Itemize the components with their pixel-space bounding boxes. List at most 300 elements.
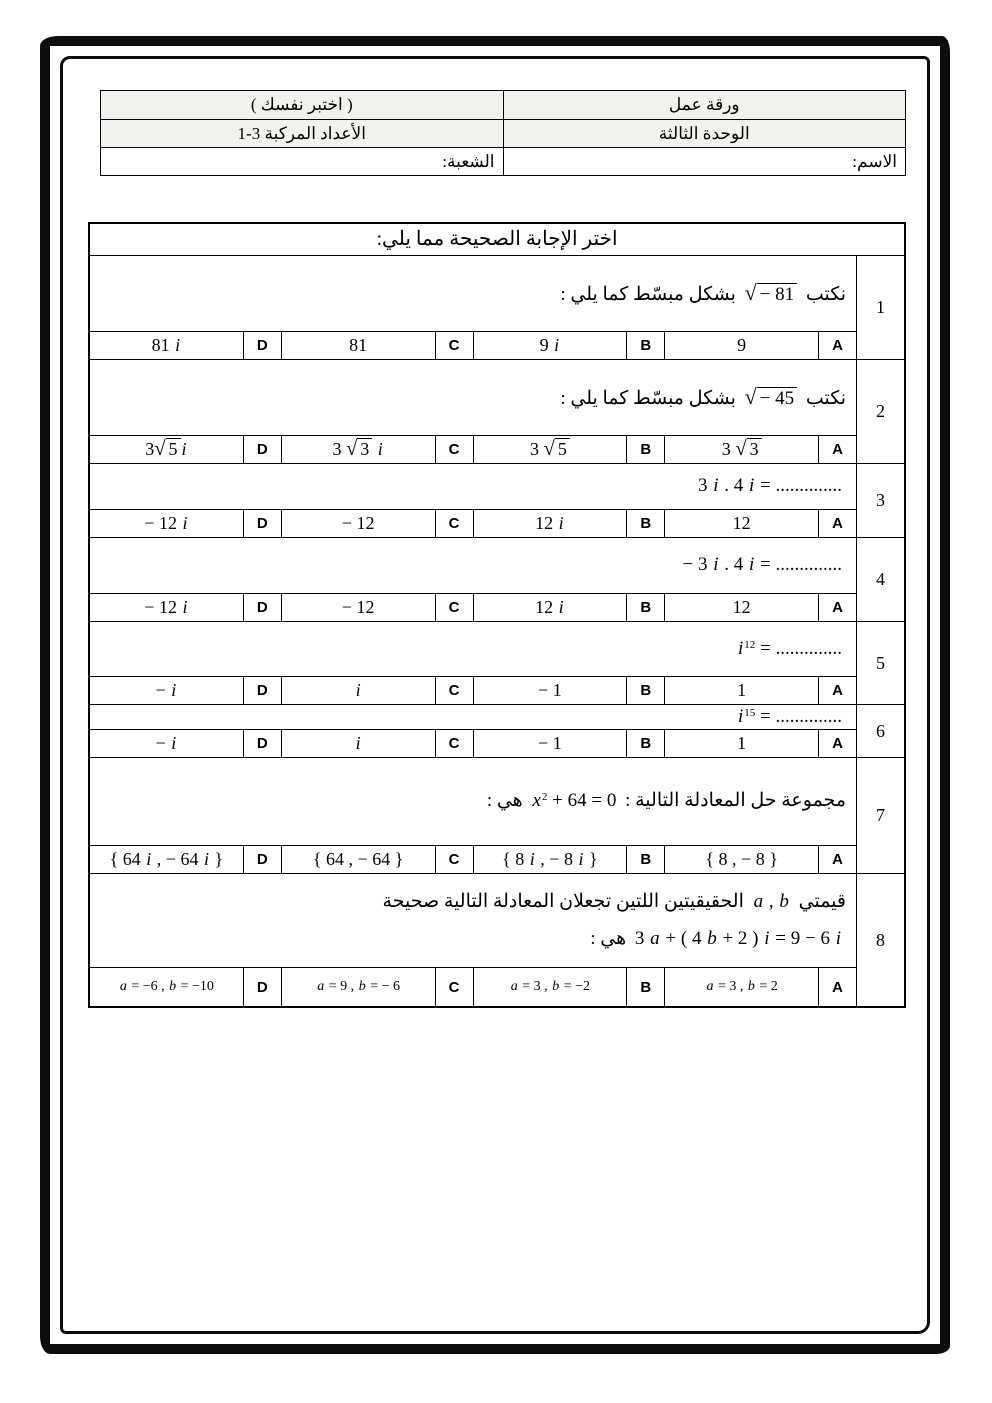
math-token: − 12 [341,597,375,617]
question-block [90,255,904,359]
math-expression [349,335,367,356]
sqrt-expression [346,439,372,459]
question-number: 5 [856,622,904,704]
header-row-3 [101,147,905,175]
math-token: { 8 [502,849,529,869]
math-expression [538,680,562,701]
option-label: C [435,846,473,873]
options-row [90,332,856,359]
question-block [90,621,904,704]
question-text [100,468,846,504]
math-expression [119,979,214,995]
radicand [757,387,797,409]
math-token: − 81 [759,283,795,305]
option-label: A [818,846,856,873]
radicand [747,438,762,459]
header-lesson-label: الأعداد المركبة 3-1 [101,120,503,147]
question-text [100,377,846,419]
math-token: b [169,979,177,994]
option-value [281,846,435,873]
option-label: A [818,594,856,621]
math-text [635,928,842,949]
option-label: B [626,846,664,873]
option-value [664,846,818,873]
question-main [90,360,856,463]
math-expression [502,849,597,870]
math-text [145,439,154,459]
math-expression [156,733,178,754]
math-token: 3 [145,439,155,459]
radicand [357,438,372,459]
math-expression [531,790,616,811]
math-text [156,680,178,700]
option-label: C [435,332,473,359]
question-text-row [90,758,856,846]
math-superscript: 15 [744,706,756,719]
option-value [473,730,627,757]
radicand [555,438,570,459]
math-expression [737,733,746,754]
math-expression [342,597,375,618]
math-text [156,733,178,753]
option-value [281,436,435,463]
math-token: b [552,979,560,994]
option-label: A [818,730,856,757]
math-expression [683,554,843,575]
math-text [313,849,403,869]
math-token: = −10 [177,979,214,994]
math-token: i [182,597,188,617]
option-value [281,594,435,621]
math-token: a [510,979,518,994]
math-expression [110,849,223,870]
math-expression [156,680,178,701]
option-label: C [435,968,473,1006]
math-token: i [749,554,755,576]
math-token: i [171,733,177,753]
math-token: = .............. [755,705,842,727]
math-expression [316,979,400,995]
option-label: A [818,510,856,537]
math-token: = .............. [755,475,842,497]
math-token: i [355,680,361,700]
option-value [90,730,243,757]
math-token: a [317,979,325,994]
question-block [90,537,904,621]
options-row [90,968,856,1006]
option-value [90,968,243,1006]
header-row-2 [101,119,905,147]
question-number: 3 [856,464,904,537]
header-row-1 [101,91,905,119]
option-value [473,510,627,537]
option-label: D [243,594,281,621]
sqrt-expression [744,280,797,305]
math-token: 5 [168,439,178,459]
option-label: B [626,510,664,537]
option-value [281,730,435,757]
arabic-text: الحقيقيتين اللتين تجعلان المعادلة التالية صحيحة [382,891,749,913]
math-token: 3 [529,439,544,459]
math-token: = .............. [755,554,842,576]
math-token: − 12 [341,513,375,533]
option-value [90,510,243,537]
math-token: } [584,849,598,869]
arabic-text: نكتب [801,387,846,409]
math-token: a [753,891,764,913]
math-token: i [558,513,564,533]
sqrt-expression [735,439,761,459]
option-label: D [243,677,281,704]
math-expression [737,335,746,356]
question-text-row [90,622,856,677]
option-value [281,968,435,1006]
option-label: C [435,510,473,537]
math-text [502,849,597,869]
math-text [110,849,223,869]
math-token: = 9 , [325,979,358,994]
math-token: i [146,849,152,869]
radical-sign: √ [744,384,757,409]
option-label: C [435,677,473,704]
option-label: A [818,436,856,463]
math-expression [753,891,790,912]
option-value [90,436,243,463]
math-text [535,513,565,533]
option-value [473,332,627,359]
radical-sign: √ [735,438,747,460]
question-text-row [90,464,856,510]
math-text [538,733,562,753]
question-text-row [90,360,856,436]
options-row [90,510,856,537]
math-token: 9 [737,335,747,355]
math-text [540,335,561,355]
math-token: , − 8 [535,849,578,869]
math-token: 12 [732,597,751,617]
option-label: C [435,436,473,463]
option-value [90,594,243,621]
radical-sign: √ [345,438,358,460]
arabic-text: نكتب [801,283,846,305]
radical-sign: √ [744,280,757,305]
option-label: D [243,846,281,873]
math-token: i [377,439,383,459]
math-token: − 12 [144,597,182,617]
math-token: 81 [349,335,368,355]
math-token: 3 [697,475,713,497]
math-token: } [209,849,224,869]
math-expression [733,597,751,618]
math-token: a [119,979,127,994]
math-text [119,979,214,994]
math-token: x [532,790,541,812]
math-text [530,439,544,459]
math-token: 1 [737,733,747,753]
option-label: B [626,332,664,359]
math-token: − [155,680,171,700]
option-label: C [435,730,473,757]
math-token: b [747,979,755,994]
options-row [90,846,856,873]
question-number: 2 [856,360,904,463]
math-text [547,790,616,811]
options-row [90,436,856,463]
question-main [90,464,856,537]
sqrt-expression [744,384,797,409]
math-token: { 64 [109,849,146,869]
math-token: a [650,927,660,949]
radicand [757,283,797,305]
math-expression [535,513,565,534]
math-text [355,680,362,700]
option-value [664,594,818,621]
math-text [144,597,188,617]
question-block [90,873,904,1006]
math-token: i [355,733,361,753]
question-main [90,705,856,757]
math-token: i [578,849,584,869]
question-text-row [90,538,856,594]
question-text-row [90,874,856,968]
math-expression [744,280,797,305]
question-main [90,758,856,873]
arabic-text: بشكل مبسّط كما يلي : [560,387,741,409]
math-text [755,638,842,659]
math-token: i [764,927,770,949]
math-token: 5 [557,439,567,459]
arabic-text: هي : [486,790,528,812]
math-expression [342,513,375,534]
option-value [473,594,627,621]
math-text [342,513,375,533]
math-text [181,439,188,459]
math-token: , [764,891,779,913]
math-text [342,597,375,617]
math-token: { 8 , − 8 } [705,849,778,869]
option-label: A [818,332,856,359]
math-token: i [175,335,181,355]
option-label: B [626,730,664,757]
question-block [90,359,904,463]
math-token: 12 [535,513,558,533]
math-token: . 4 [719,475,748,497]
math-expression [540,335,561,356]
math-token: 3 [721,439,736,459]
math-superscript: 12 [744,638,756,651]
option-label: D [243,510,281,537]
math-token: = 3 , [518,979,552,994]
math-text [737,733,746,753]
math-token: 81 [151,335,175,355]
math-token: { 64 , − 64 } [312,849,404,869]
math-token: , − 64 [152,849,203,869]
math-expression [313,849,403,870]
question-block [90,704,904,757]
math-token: i [713,475,719,497]
math-text [510,979,590,994]
math-text [737,335,746,355]
option-label: D [243,730,281,757]
math-text [722,439,736,459]
math-token: = −6 , [127,979,169,994]
math-token: i [554,335,560,355]
math-token: − 12 [144,513,182,533]
math-token: i [558,597,564,617]
math-token: − 1 [538,733,562,753]
arabic-text: قيمتي [793,891,846,913]
math-token: 12 [535,597,558,617]
math-expression [705,849,777,870]
question-number: 4 [856,538,904,621]
math-text [683,554,843,575]
option-label: A [818,677,856,704]
question-text-row [90,705,856,730]
math-expression [145,438,187,461]
math-text [316,979,400,994]
math-expression [737,680,746,701]
option-label: B [626,968,664,1006]
question-text-row [90,256,856,332]
math-token: − [155,733,171,753]
math-token: 3 [749,439,759,459]
math-token: = −2 [560,979,590,994]
math-token: b [779,891,789,913]
math-token: = .............. [755,637,842,659]
option-label: B [626,436,664,463]
arabic-text: هي : [590,927,631,949]
option-value [473,968,627,1006]
math-token: i [181,439,187,459]
question-main [90,538,856,621]
math-text [705,849,777,869]
math-expression [144,597,188,618]
math-expression [144,513,188,534]
math-expression [722,438,762,461]
math-token: + 64 = 0 [547,790,617,812]
math-token: b [707,927,717,949]
option-label: D [243,332,281,359]
math-text [538,680,562,700]
math-text [531,790,541,811]
math-token: i [835,927,841,949]
math-expression [744,384,797,409]
math-expression [737,638,842,659]
question-number: 1 [856,256,904,359]
math-token: b [358,979,366,994]
math-token: = 3 , [714,979,747,994]
math-token: − 3 [682,554,713,576]
radical-sign: √ [543,438,555,460]
math-text [753,891,790,912]
option-label: D [243,968,281,1006]
math-token: i [738,637,744,659]
question-number: 8 [856,874,904,1006]
math-token: + 2 ) [717,927,764,949]
math-text [698,475,842,496]
question-main [90,622,856,704]
header-table [100,90,906,176]
header-unit-label: الوحدة الثالثة [503,120,906,147]
radical-sign: √ [154,438,166,460]
math-token: 3 [634,927,650,949]
question-main [90,256,856,359]
math-expression [538,733,562,754]
math-token: i [749,475,755,497]
question-block [90,757,904,873]
arabic-text: مجموعة حل المعادلة التالية : [620,790,846,812]
math-expression [737,706,842,727]
header-name-label: الاسم: [503,148,906,175]
math-token: 3 [332,439,346,459]
options-row [90,594,856,621]
option-value [90,332,243,359]
option-value [664,332,818,359]
quiz-table [88,222,906,1008]
math-text [152,335,182,355]
question-text [100,783,846,819]
option-label: B [626,594,664,621]
question-text [100,273,846,315]
option-value [664,436,818,463]
math-token: i [171,680,177,700]
questions [90,255,904,1006]
question-text [100,884,846,956]
math-expression [510,979,590,995]
question-text [100,631,846,667]
option-value [90,846,243,873]
math-token: i [529,849,535,869]
option-value [664,730,818,757]
option-value [281,510,435,537]
math-token: + ( 4 [660,927,707,949]
math-token: a [706,979,714,994]
math-expression [152,335,182,356]
question-number: 7 [856,758,904,873]
math-token: . 4 [719,554,748,576]
math-token: − 45 [759,387,795,409]
math-text [755,706,842,727]
math-expression [530,438,570,461]
math-expression [635,928,842,949]
math-token: i [738,705,744,727]
question-text [100,547,846,583]
option-label: A [818,968,856,1006]
sqrt-expression [543,439,569,459]
math-text [705,979,777,994]
option-value [664,968,818,1006]
math-token: = 2 [755,979,778,994]
math-text [144,513,188,533]
math-expression [733,513,751,534]
option-value [664,510,818,537]
math-superscript: 2 [541,791,548,804]
header-test-yourself-label: ( اختبر نفسك ) [101,91,503,119]
math-expression [535,597,565,618]
radicand [166,438,181,459]
math-text [355,733,362,753]
math-text [535,597,565,617]
math-text [332,439,346,459]
option-value [281,332,435,359]
math-expression [355,680,362,701]
math-token: i [203,849,209,869]
option-label: D [243,436,281,463]
math-expression [705,979,777,995]
math-text [733,513,751,533]
arabic-text: بشكل مبسّط كما يلي : [560,283,741,305]
math-token: 1 [737,680,747,700]
